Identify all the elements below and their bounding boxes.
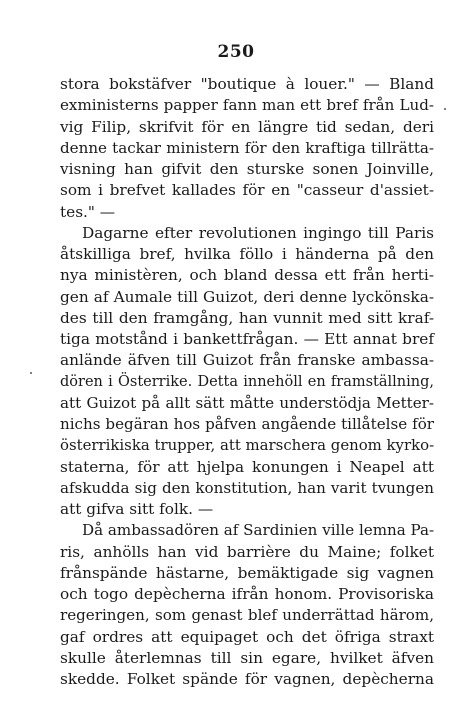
page-number: 250 — [217, 42, 255, 62]
text-line: anlände äfven till Guizot från franske ambassa- — [60, 351, 434, 370]
text-line: gaf ordres att equipaget och det öfriga straxt — [60, 627, 434, 646]
text-line: afskudda sig den konstitution, han varit tvungen — [60, 478, 434, 497]
text-line: staterna, för att hjelpa konungen i Neapel att — [60, 457, 434, 476]
text-line: gen af Aumale till Guizot, deri denne lyckönska- — [60, 287, 434, 306]
text-line: denne tackar ministern för den kraftiga tillrätta- — [60, 138, 434, 157]
text-line: tes." — — [60, 202, 116, 221]
text-line: regeringen, som genast blef underrättad härom, — [60, 606, 434, 625]
text-line: att gifva sitt folk. — — [60, 500, 214, 518]
text-line: dören i Österrike. Detta innehöll en framställning, — [60, 373, 434, 390]
text-line: och togo depècherna ifrån honom. Provisoriska — [60, 585, 434, 603]
text-line: Då ambassadören af Sardinien ville lemna Pa- — [82, 521, 435, 540]
text-line: nichs begäran hos påfven angående tillåtelse för — [60, 415, 434, 433]
text-line: skulle återlemnas till sin egare, hvilket äfven — [60, 648, 434, 667]
text-line: stora bokstäfver "boutique à louer." — Bland — [60, 75, 434, 93]
paper-speck — [30, 372, 32, 374]
text-line: tiga motstånd i bankettfrågan. — Ett annat bref — [60, 330, 434, 348]
text-line: att Guizot på allt sätt måtte understödja Metter- — [60, 393, 434, 412]
text-line: som i brefvet kallades för en "casseur d'assiet- — [60, 181, 434, 200]
body-text — [60, 74, 434, 690]
text-line: Dagarne efter revolutionen ingingo till Paris — [82, 223, 434, 242]
text-line: visning han gifvit den sturske sonen Joinville, — [60, 160, 434, 178]
text-line: ris, anhölls han vid barrière du Maine; folket — [60, 542, 434, 561]
paper-speck — [444, 108, 446, 110]
text-line: exministerns papper fann man ett bref från Lud- — [60, 96, 434, 115]
text-line: vig Filip, skrifvit för en längre tid sedan, deri — [60, 117, 434, 136]
text-line: åtskilliga bref, hvilka föllo i händerna på den — [60, 245, 434, 263]
text-line: österrikiska trupper, att marschera genom kyrko- — [60, 436, 435, 455]
text-line: nya ministèren, och bland dessa ett från herti- — [60, 266, 434, 285]
text-line: des till den framgång, han vunnit med sitt kraf- — [60, 308, 434, 327]
text-line: skedde. Folket spände för vagnen, depècherna — [60, 670, 434, 688]
text-line: frånspände hästarne, bemäktigade sig vagnen — [60, 563, 434, 582]
